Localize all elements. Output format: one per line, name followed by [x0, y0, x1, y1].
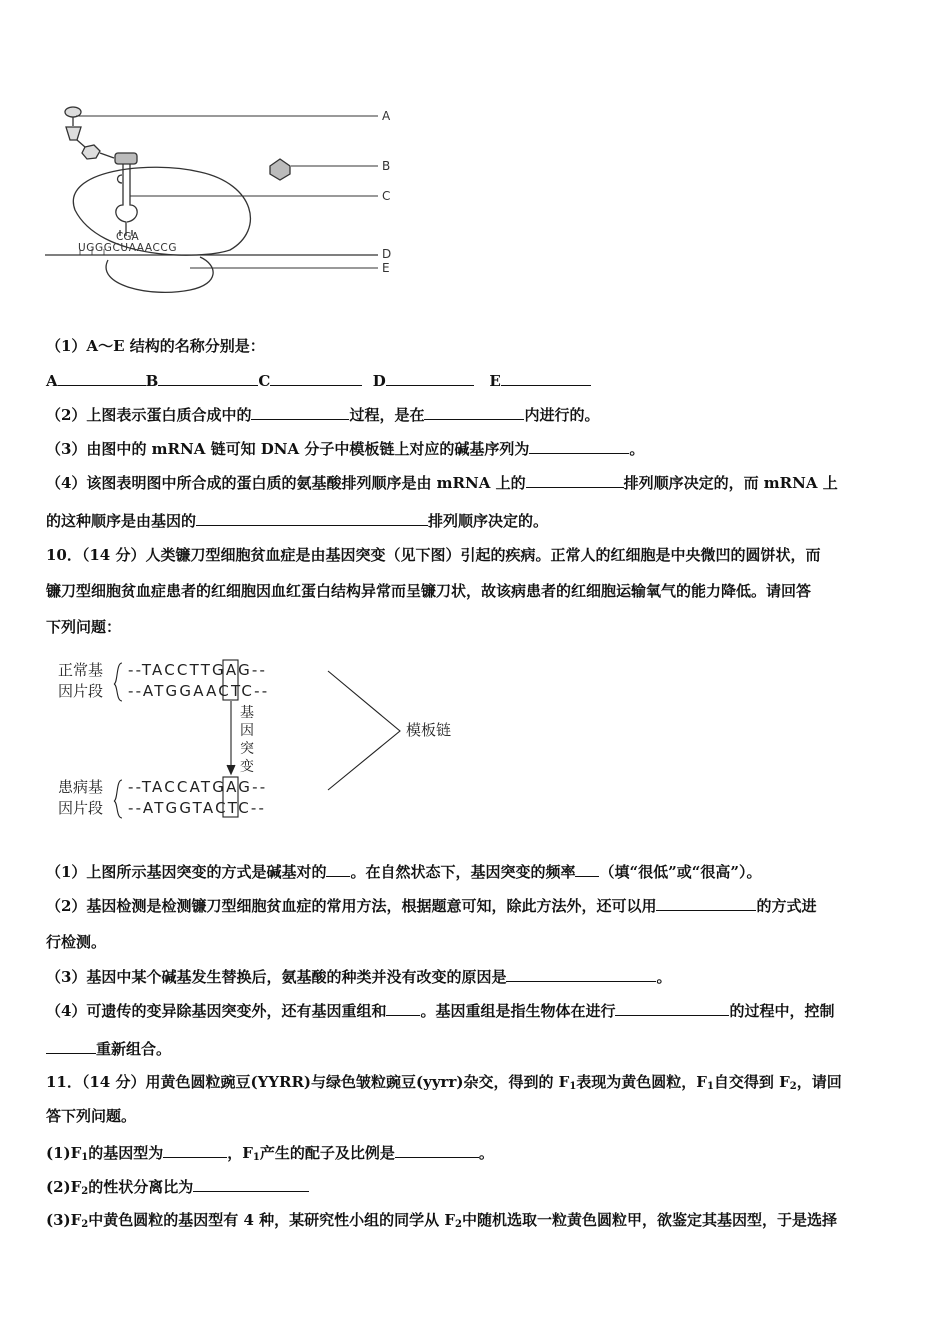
- patient-strand-top: --TACCATGAG--: [128, 778, 268, 796]
- label-e: E: [382, 261, 390, 275]
- patient-label-1: 患病基: [58, 778, 104, 796]
- q11-part3: $(3)F_2$中黄色圆粒的基因型有 4 种，某研究性小组的同学从 $F_2$中随机选取一粒黄色圆粒甲，欲鉴定其基因型，于是选择: [46, 1211, 837, 1230]
- q10-part4-line1: （4）可遗传的变异除基因突变外，还有基因重组和 。基因重组是指生物体在进行 的过程中，控制: [46, 1002, 835, 1020]
- label-a: A: [382, 109, 391, 123]
- label-c: C: [382, 189, 391, 203]
- free-amino-acid-hexagon: [270, 159, 290, 180]
- amino-acid-trapezoid: [66, 127, 81, 140]
- normal-strand-bottom: --ATGGAACTC--: [128, 682, 270, 700]
- q9-part2: （2）上图表示蛋白质合成中的 过程，是在 内进行的。: [46, 406, 600, 424]
- q10-stem-line3: 下列问题：: [46, 618, 122, 636]
- q9-part4-line1: （4）该图表明图中所合成的蛋白质的氨基酸排列顺序是由 mRNA 上的 排列顺序决定的，而 mRNA 上: [46, 474, 838, 492]
- q10-part1: （1）上图所示基因突变的方式是碱基对的 。在自然状态下，基因突变的频率 （填“很低”或“很高”）。: [46, 863, 762, 881]
- trna: [116, 164, 137, 230]
- q10-part4-line2: 重新组合。: [46, 1038, 171, 1059]
- q10-part2-line1: （2）基因检测是检测镰刀型细胞贫血症的常用方法，根据题意可知，除此方法外，还可以用 的方式进: [46, 897, 817, 915]
- mutation-label-3: 突: [240, 741, 254, 757]
- mrna-sequence: UGGGCUAAACCG: [78, 242, 178, 254]
- anticodon-text: CGA: [116, 231, 139, 243]
- q9-part3: （3）由图中的 mRNA 链可知 DNA 分子中模板链上对应的碱基序列为 。: [46, 440, 645, 458]
- ribosome-small-subunit: [106, 257, 213, 292]
- normal-strand-top: --TACCTTGAG--: [128, 661, 268, 679]
- q10-stem-line1: 10．（14 分）人类镰刀型细胞贫血症是由基因突变（见下图）引起的疾病。正常人的红细胞是中央微凹的圆饼状，而: [46, 546, 821, 564]
- label-b: B: [382, 159, 391, 173]
- q11-part1: $(1)F_1$的基因型为 ，$F_1$产生的配子及比例是 。: [46, 1144, 494, 1163]
- mutation-label-2: 因: [240, 723, 254, 739]
- q11-stem-line1: 11．（14 分）用黄色圆粒豌豆(YYRR)与绿色皱粒豌豆(yyrr)杂交，得到的 $F_1$表现为黄色圆粒，$F_1$自交得到 $F_2$，请回: [46, 1073, 842, 1092]
- gene-mutation-diagram: [50, 655, 490, 835]
- q10-part3: （3）基因中某个碱基发生替换后，氨基酸的种类并没有改变的原因是 。: [46, 968, 672, 986]
- q9-part4-line2: 的这种顺序是由基因的 排列顺序决定的。: [46, 512, 549, 530]
- amino-acid-hexagon: [82, 145, 100, 159]
- translation-diagram: [40, 100, 410, 300]
- patient-label-2: 因片段: [58, 799, 104, 817]
- mutation-label-1: 基: [240, 705, 254, 721]
- patient-strand-bottom: --ATGGTACTC--: [128, 799, 267, 817]
- q9-part1: （1）A～E 结构的名称分别是：: [46, 337, 265, 355]
- label-d: D: [382, 247, 392, 261]
- q11-part2: $(2)F_2$的性状分离比为: [46, 1176, 309, 1202]
- q11-stem-line2: 答下列问题。: [46, 1107, 137, 1125]
- q10-stem-line2: 镰刀型细胞贫血症患者的红细胞因血红蛋白结构异常而呈镰刀状，故该病患者的红细胞运输氧气的能力降低。请回答: [46, 582, 812, 600]
- template-label: 模板链: [406, 721, 452, 739]
- q9-part1-blanks: A B C D E: [46, 370, 591, 391]
- mutation-label-4: 变: [240, 759, 254, 775]
- normal-label-1: 正常基: [58, 661, 104, 679]
- q10-part2-line2: 行检测。: [46, 933, 107, 951]
- normal-label-2: 因片段: [58, 682, 104, 700]
- amino-acid-rect: [115, 153, 137, 164]
